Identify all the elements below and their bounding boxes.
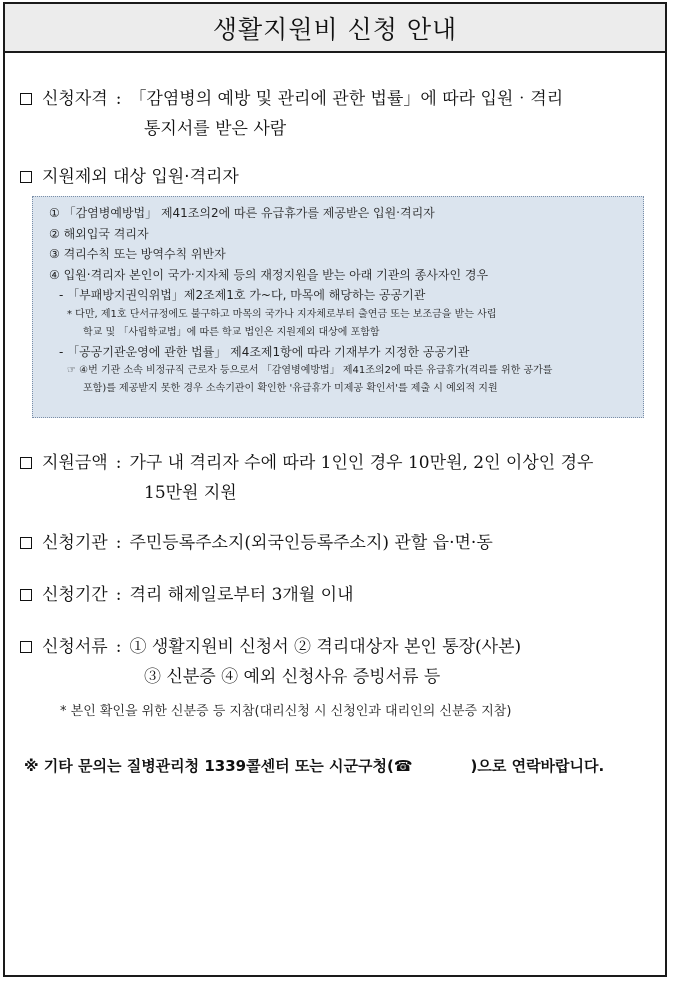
exclusion-heading-row	[20, 162, 659, 192]
documents-text-cont: ③ 신분증 ④ 예외 신청사유 증빙서류 등	[144, 667, 441, 687]
contact-suffix: )으로 연락바랍니다.	[470, 757, 605, 775]
checkbox-bullet-icon	[20, 457, 32, 469]
colon: :	[115, 89, 122, 109]
checkbox-bullet-icon	[20, 93, 32, 105]
exclusion-line: - 「부패방지권익위법」제2조제1호 가~다, 마목에 해당하는 공공기관	[59, 288, 426, 302]
documents-text: ① 생활지원비 신청서 ② 격리대상자 본인 통장(사본)	[129, 637, 522, 657]
contact-prefix: ※ 기타 문의는 질병관리청 1339콜센터 또는 시군구청(☎	[24, 757, 413, 775]
exclusion-line: ☞ ④번 기관 소속 비정규직 근로자 등으로서 「감염병예방법」 제41조의2에 따른 유급휴가(격리를 위한 공가를	[67, 365, 553, 376]
amount-text: 가구 내 격리자 수에 따라 1인인 경우 10만원, 2인 이상인 경우	[129, 453, 594, 473]
period-text: 격리 해제일로부터 3개월 이내	[129, 585, 354, 605]
qualification-section	[20, 84, 659, 144]
agency-label: 신청기관	[42, 533, 108, 553]
amount-section	[20, 448, 659, 508]
agency-section	[20, 528, 659, 558]
exclusion-line: 포함)를 제공받지 못한 경우 소속기관이 확인한 '유급휴가 미제공 확인서'를 제출 시 예외적 지원	[83, 383, 498, 394]
title-box	[5, 4, 665, 53]
exclusion-line: - 「공공기관운영에 관한 법률」 제4조제1항에 따라 기재부가 지정한 공공기관	[59, 344, 470, 359]
colon: :	[115, 637, 122, 657]
checkbox-bullet-icon	[20, 641, 32, 653]
qualification-label: 신청자격	[42, 89, 108, 109]
period-section	[20, 580, 659, 610]
colon: :	[115, 453, 122, 473]
documents-section	[20, 632, 659, 692]
checkbox-bullet-icon	[20, 171, 32, 183]
exclusion-box	[32, 196, 644, 418]
documents-note: * 본인 확인을 위한 신분증 등 지참(대리신청 시 신청인과 대리인의 신분증 지참)	[60, 704, 512, 719]
exclusion-line: ③ 격리수칙 또는 방역수칙 위반자	[49, 247, 226, 261]
exclusion-line: ② 해외입국 격리자	[49, 226, 149, 241]
exclusion-line: * 다만, 제1호 단서규정에도 불구하고 마목의 국가나 지자체로부터 출연금 또는 보조금을 받는 사립	[67, 308, 497, 320]
checkbox-bullet-icon	[20, 589, 32, 601]
period-label: 신청기간	[42, 585, 108, 605]
documents-label: 신청서류	[42, 637, 108, 657]
exclusion-line: 학교 및 「사립학교법」에 따른 학교 법인은 지원제외 대상에 포함함	[83, 326, 380, 338]
qualification-text-cont: 통지서를 받은 사람	[144, 119, 287, 139]
exclusion-heading: 지원제외 대상 입원‧격리자	[42, 167, 239, 187]
exclusion-line: ④ 입원‧격리자 본인이 국가‧지자체 등의 재정지원을 받는 아래 기관의 종사자인 경우	[49, 267, 489, 282]
amount-text-cont: 15만원 지원	[144, 483, 237, 503]
colon: :	[115, 533, 122, 553]
qualification-text: 「감염병의 예방 및 관리에 관한 법률」에 따라 입원‧격리	[129, 89, 564, 109]
amount-label: 지원금액	[42, 453, 108, 473]
agency-text: 주민등록주소지(외국인등록주소지) 관할 읍·면·동	[129, 533, 493, 553]
colon: :	[115, 585, 122, 605]
contact-line	[24, 755, 604, 776]
page-title: 생활지원비 신청 안내	[212, 14, 458, 44]
exclusion-line: ① 「감염병예방법」 제41조의2에 따른 유급휴가를 제공받은 입원‧격리자	[49, 206, 435, 220]
checkbox-bullet-icon	[20, 537, 32, 549]
